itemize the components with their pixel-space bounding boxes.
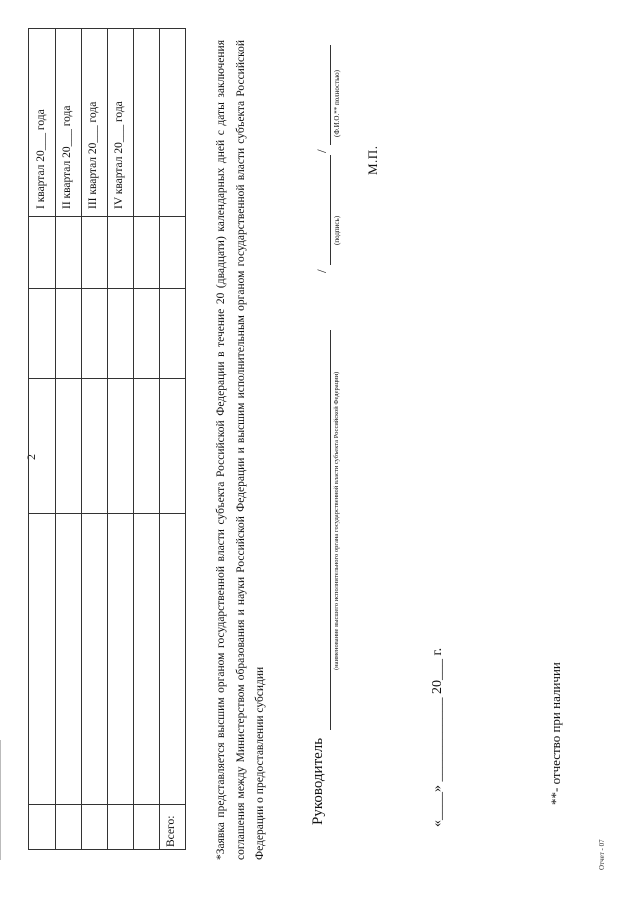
slash-1: / bbox=[314, 269, 329, 273]
quarter-row-1: I квартал 20___ года bbox=[35, 109, 47, 209]
org-name-line bbox=[330, 330, 331, 730]
quarter-row-2: II квартал 20___ года bbox=[61, 105, 73, 209]
fullname-line bbox=[330, 45, 331, 145]
page-number: 2 bbox=[24, 454, 38, 460]
footer-code: Отчет - 07 bbox=[598, 839, 606, 870]
signature-caption: (подпись) bbox=[333, 215, 341, 245]
quarterly-table bbox=[28, 28, 186, 850]
patronymic-note: **- отчество при наличии bbox=[548, 662, 563, 805]
slash-2: / bbox=[314, 149, 329, 153]
footnote: *Заявка представляется высшим органом государственной власти субъекта Российской Федерации в течение 20 (двадцати) календарных дней с даты заключения соглашения между Министерством образования и науки Российской Федерации и высшим исполнительным органом государственной власти субъекта Российской Федерации о предоставлении субсидии bbox=[215, 40, 266, 860]
stamp-label: М.П. bbox=[365, 145, 380, 175]
signature-line bbox=[330, 155, 331, 265]
fullname-caption: (Ф.И.О.** полностью) bbox=[333, 70, 341, 137]
date-line: «____» ____________ 20___ г. bbox=[430, 647, 445, 827]
scan-edge-mark bbox=[0, 740, 1, 860]
total-label: Всего: bbox=[165, 815, 177, 847]
org-caption: (наименование высшего исполнительного органа государственной власти субъекта Российской Федерации) bbox=[333, 371, 340, 670]
quarter-row-4: IV квартал 20___ года bbox=[113, 101, 125, 209]
head-label: Руководитель bbox=[310, 737, 326, 825]
quarter-row-3: III квартал 20___ года bbox=[87, 101, 99, 209]
